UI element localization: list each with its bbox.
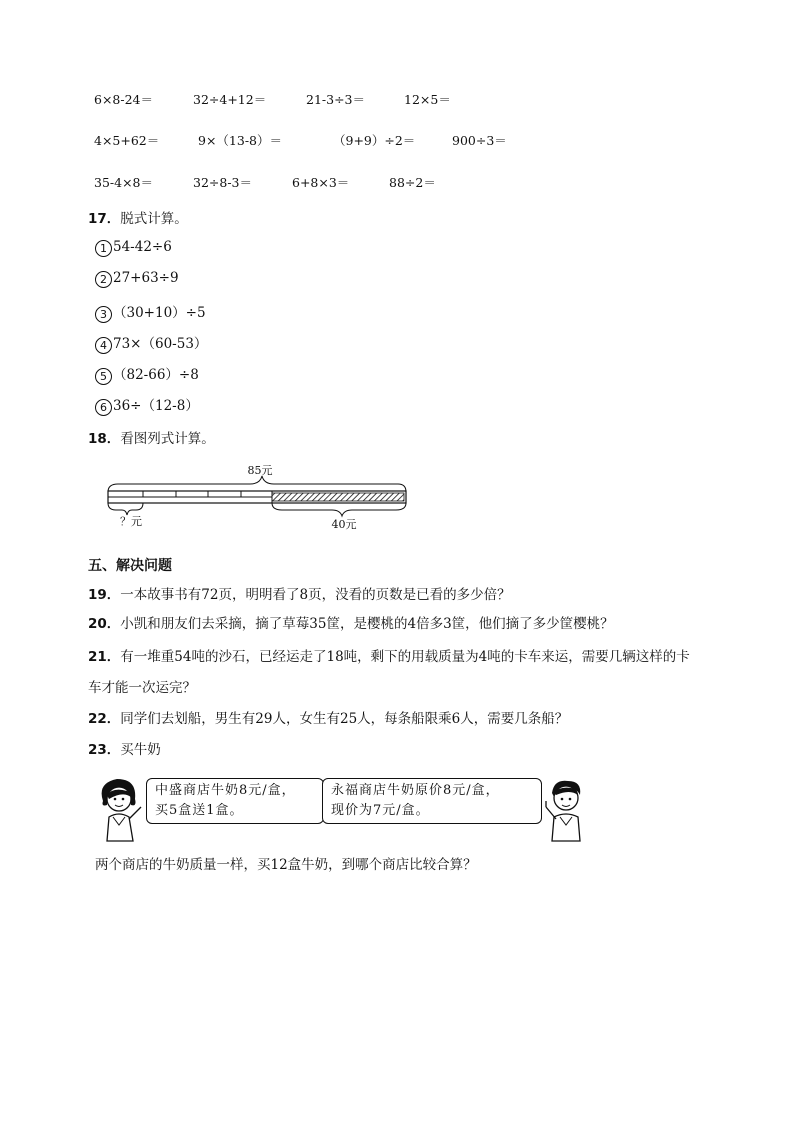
expression: 73×（60-53） [113,336,208,352]
unknown-brace [108,503,143,515]
question-text: 看图列式计算。 [120,431,215,447]
speech-bubble-right [322,778,542,824]
circled-number: 4 [95,337,112,354]
q17-item-4 [95,332,207,354]
problem-21-cont: 车才能一次运完？ [88,680,196,696]
calc-item: 900÷3＝ [452,133,507,148]
question-number: 20． [88,616,121,632]
section-title: 五、解决问题 [88,558,172,574]
question-number: 18． [88,431,121,447]
bubble-line: 买5盒送1盒。 [155,803,244,818]
q17-item-2 [95,270,179,288]
calc-item: 9×（13-8）＝ [198,133,283,148]
q23-question: 两个商店的牛奶质量一样，买12盒牛奶，到哪个商店比较合算？ [95,857,477,873]
expression: （82-66）÷8 [113,367,199,383]
question-18-title [88,427,215,447]
calc-item: 32÷4+12＝ [193,92,267,107]
q17-item-1 [95,239,172,257]
circled-number: 2 [95,271,112,288]
segment-diagram [100,458,420,536]
calc-item: 32÷8-3＝ [193,175,253,190]
bubble-line: 永福商店牛奶原价8元/盒， [331,783,500,798]
circled-number: 3 [95,306,112,323]
hatched-part [272,493,404,501]
part-label: 40元 [331,518,357,531]
question-text: 小凯和朋友们去采摘，摘了草莓35筐，是樱桃的4倍多3筐，他们摘了多少筐樱桃？ [120,616,614,632]
calc-item: 6×8-24＝ [94,92,154,107]
speech-bubble-left [146,778,324,824]
question-number: 17． [88,211,121,227]
bubble-line: 中盛商店牛奶8元/盒， [155,783,296,798]
calc-item: （9+9）÷2＝ [333,133,416,148]
total-brace [108,476,406,492]
question-number: 23． [88,742,121,758]
question-number: 19． [88,587,121,603]
question-text: 脱式计算。 [120,211,188,227]
calc-item: 4×5+62＝ [94,133,160,148]
unknown-label: ？元 [120,515,142,528]
total-label: 85元 [247,464,273,477]
q17-item-5 [95,363,199,385]
question-number: 21． [88,649,121,665]
question-number: 22． [88,711,121,727]
expression: （30+10）÷5 [113,305,206,321]
circled-number: 5 [95,368,112,385]
bubble-line: 现价为7元/盒。 [331,803,430,818]
question-text: 同学们去划船，男生有29人，女生有25人，每条船限乘6人，需要几条船？ [120,711,569,727]
expression: 27+63÷9 [113,270,179,286]
circled-number: 1 [95,240,112,257]
calc-item: 35-4×8＝ [94,175,154,190]
calc-item: 88÷2＝ [389,175,436,190]
part-brace [272,503,406,516]
boy-illustration [538,773,593,843]
expression: 36÷（12-8） [113,398,199,414]
calc-item: 12×5＝ [404,92,451,107]
question-text: 一本故事书有72页，明明看了8页，没看的页数是已看的多少倍？ [120,587,511,603]
problem-22 [88,707,568,727]
problem-20 [88,612,614,632]
expression: 54-42÷6 [113,239,172,255]
problem-19 [88,583,511,603]
problem-23 [88,738,161,758]
question-text: 有一堆重54吨的沙石，已经运走了18吨，剩下的用载质量为4吨的卡车来运，需要几辆这样的卡 [120,649,690,665]
q17-item-6 [95,394,199,416]
circled-number: 6 [95,399,112,416]
calc-item: 6+8×3＝ [292,175,350,190]
girl-illustration [93,773,148,843]
calc-item: 21-3÷3＝ [306,92,366,107]
q17-item-3 [95,301,206,323]
question-17-title [88,207,188,227]
problem-21 [88,645,690,665]
question-text: 买牛奶 [120,742,161,758]
